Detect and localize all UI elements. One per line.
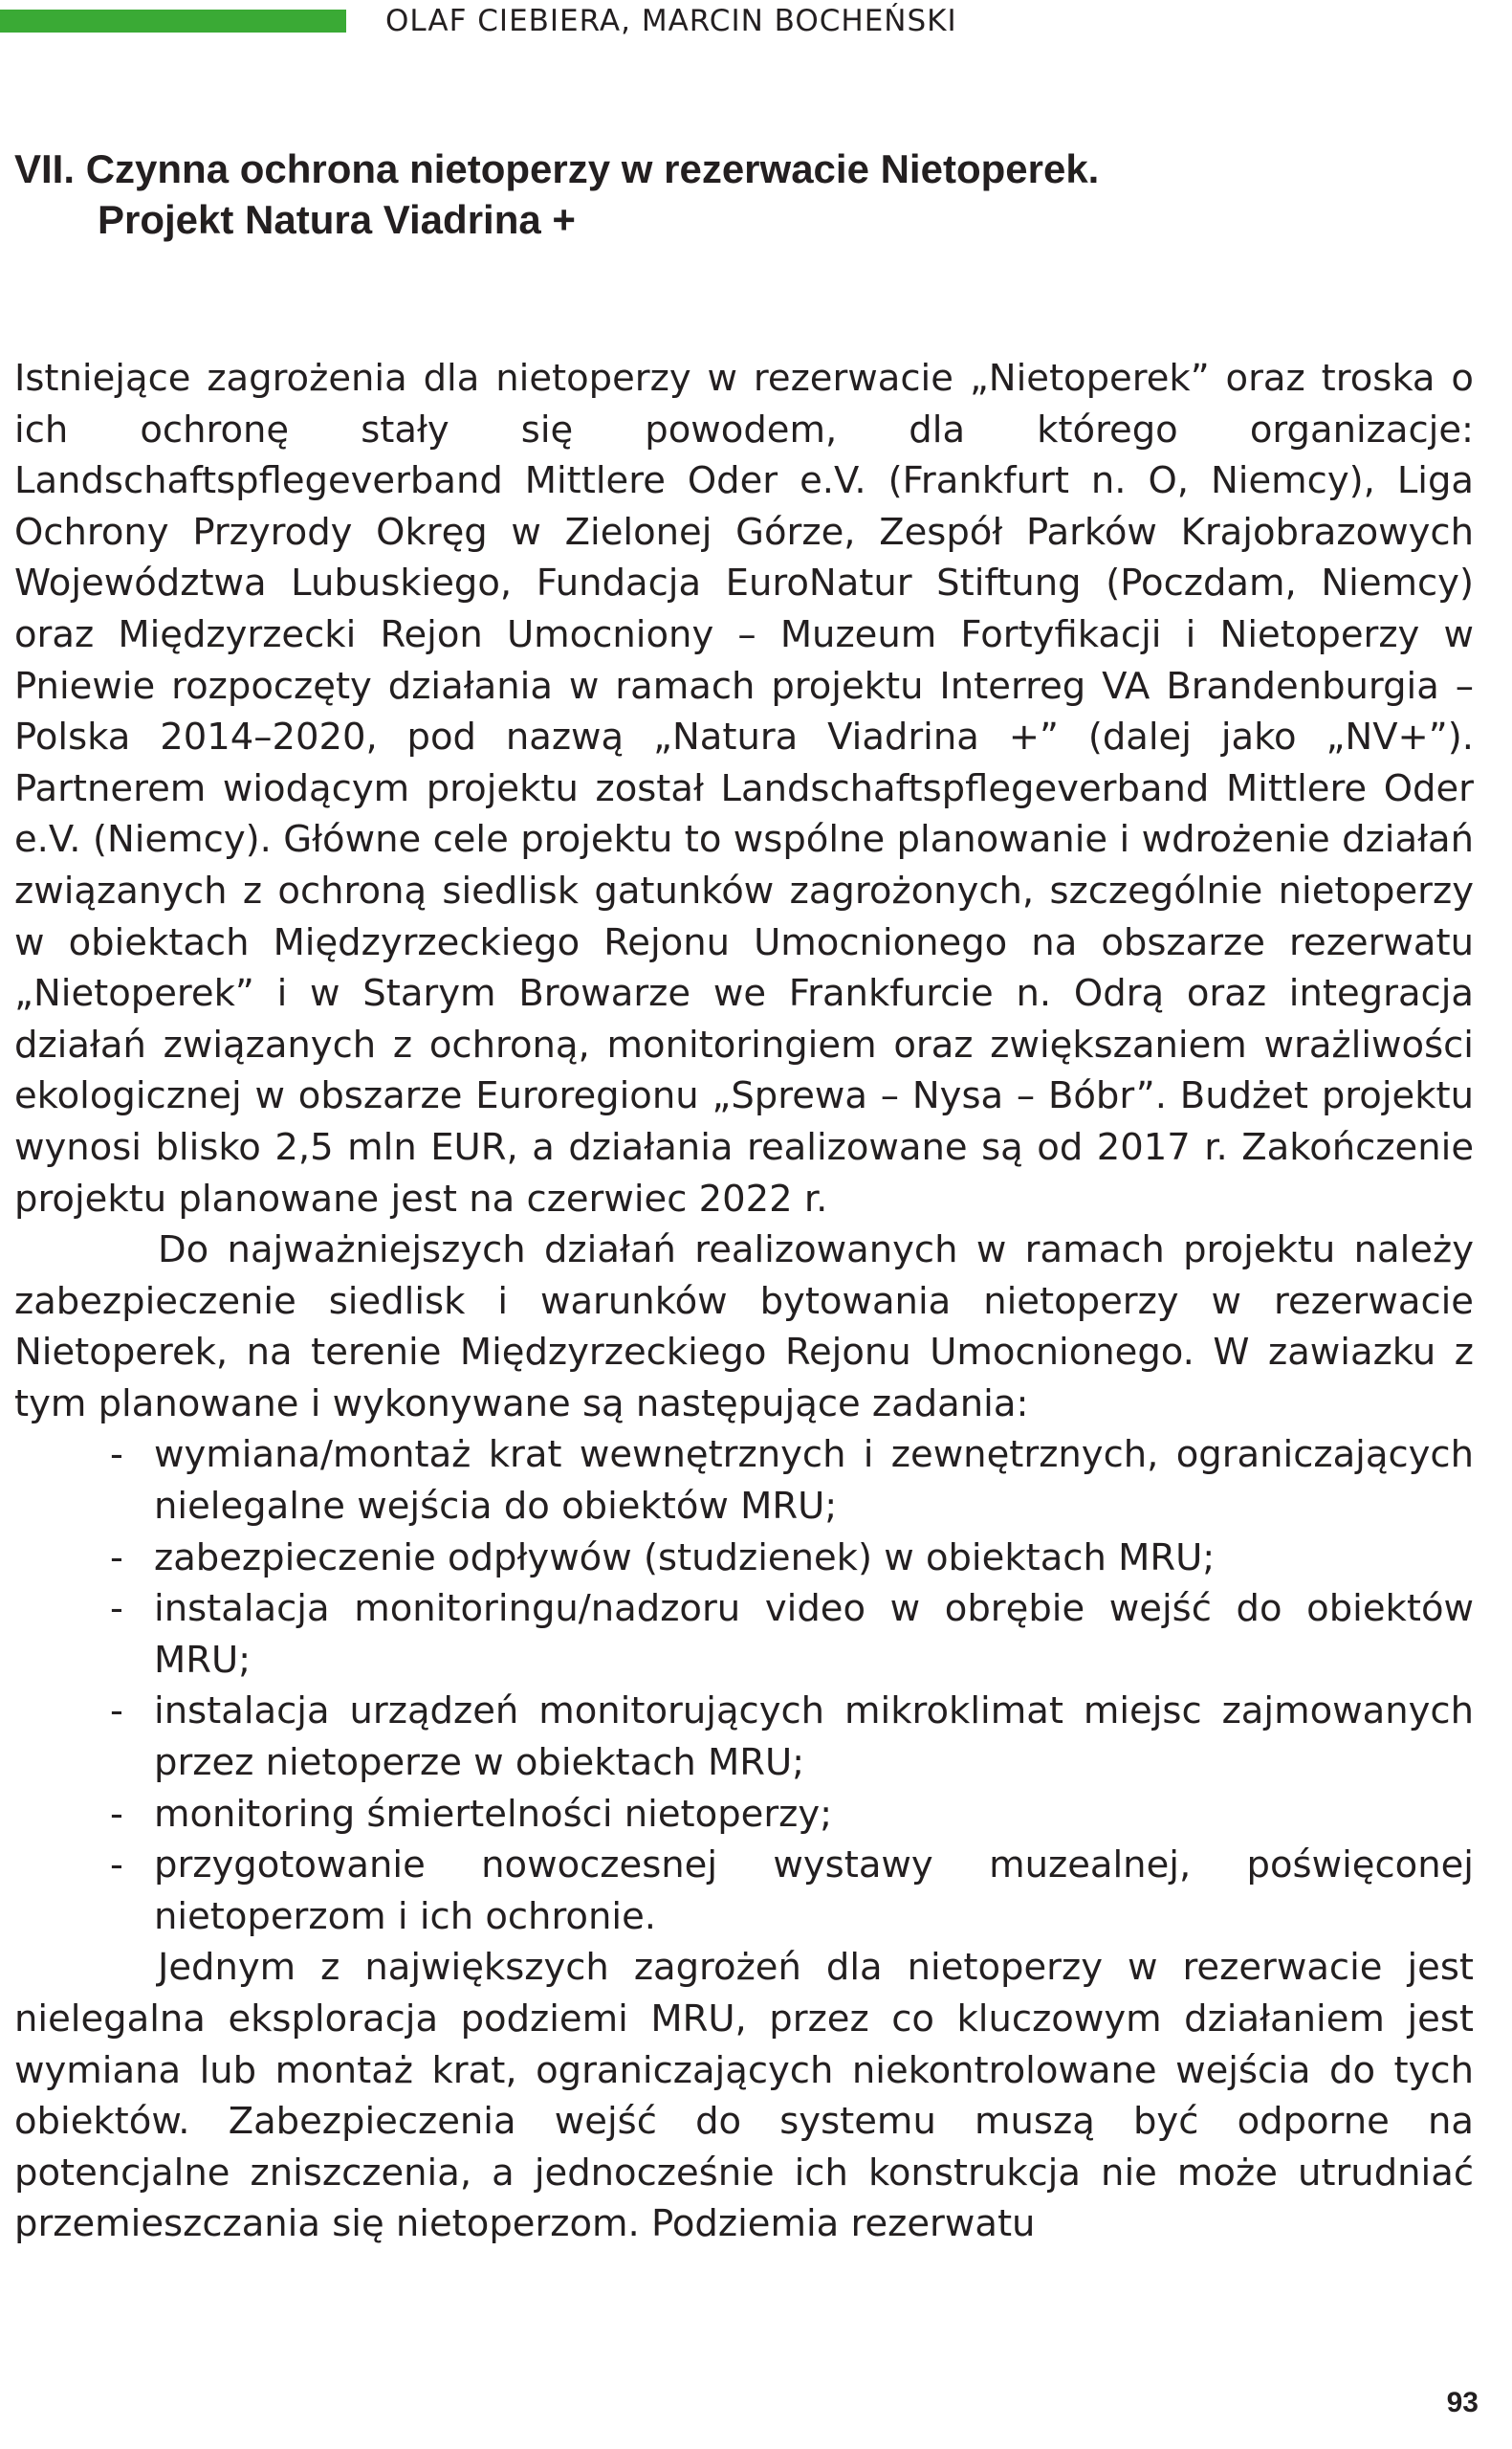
running-head-authors: OLAF CIEBIERA, MARCIN BOCHEŃSKI	[385, 4, 957, 38]
list-item	[14, 1583, 1474, 1686]
task-list	[14, 1429, 1474, 1942]
list-item	[14, 1789, 1474, 1841]
page-number: 93	[1446, 2387, 1479, 2418]
list-item	[14, 1533, 1474, 1584]
list-item	[14, 1686, 1474, 1788]
list-dash: -	[110, 1843, 123, 1887]
list-item-text: instalacja monitoringu/nadzoru video w obrębie wejść do obiektów MRU;	[154, 1587, 1474, 1682]
list-dash: -	[110, 1792, 123, 1836]
list-item-text: przygotowanie nowoczesnej wystawy muzealnej, poświęconej nietoperzom i ich ochronie.	[154, 1843, 1474, 1938]
chapter-title	[14, 143, 1468, 245]
list-item-text: wymiana/montaż krat wewnętrznych i zewnętrznych, ograniczających nielegalne wejścia do obiektów MRU;	[154, 1433, 1474, 1529]
chapter-title-line-2: Projekt Natura Viadrina +	[98, 197, 576, 242]
list-item	[14, 1429, 1474, 1532]
chapter-title-line-1: VII. Czynna ochrona nietoperzy w rezerwacie Nietoperek.	[14, 146, 1100, 191]
list-dash: -	[110, 1689, 123, 1733]
list-dash: -	[110, 1535, 123, 1579]
paragraph-threats: Jednym z największych zagrożeń dla nietoperzy w rezerwacie jest nielegalna eksploracja podziemi MRU, przez co kluczowym działaniem jest wymiana lub montaż krat, ograniczających niekontrolowane wejścia do tych obiektów. Zabezpieczenia wejść do systemu muszą być odporne na potencjalne zniszczenia, a jednocześnie ich konstrukcja nie może utrudniać przemieszczania się nietoperzom. Podziemia rezerwatu	[14, 1946, 1474, 2246]
list-dash: -	[110, 1587, 123, 1631]
list-item-text: monitoring śmiertelności nietoperzy;	[154, 1792, 833, 1836]
list-item-text: instalacja urządzeń monitorujących mikroklimat miejsc zajmowanych przez nietoperze w obiektach MRU;	[154, 1689, 1474, 1785]
list-dash: -	[110, 1433, 123, 1477]
paragraph-intro: Istniejące zagrożenia dla nietoperzy w rezerwacie „Nietoperek” oraz troska o ich ochronę stały się powodem, dla którego organizacje: Landschaftspflegeverband Mittlere Oder e.V. (Frankfurt n. O, Niemcy), Liga Ochrony Przyrody Okręg w Zielonej Górze, Zespół Parków Krajobrazowych Województwa Lubuskiego, Fundacja EuroNatur Stiftung (Poczdam, Niemcy) oraz Międzyrzecki Rejon Umocniony – Muzeum Fortyfikacji i Nietoperzy w Pniewie rozpoczęty działania w ramach projektu Interreg VA Brandenburgia – Polska 2014–2020, pod nazwą „Natura Viadrina +” (dalej jako „NV+”). Partnerem wiodącym projektu został Landschaftspflegeverband Mittlere Oder e.V. (Niemcy). Główne cele projektu to wspólne planowanie i wdrożenie działań związanych z ochroną siedlisk gatunków zagrożonych, szczególnie nietoperzy w obiektach Międzyrzeckiego Rejonu Umocnionego na obszarze rezerwatu „Nietoperek” i w Starym Browarze we Frankfurcie n. Odrą oraz integracja działań związanych z ochroną, monitoringiem oraz zwiększaniem wrażliwości ekologicznej w obszarze Euroregionu „Sprewa – Nysa – Bóbr”. Budżet projektu wynosi blisko 2,5 mln EUR, a działania realizowane są od 2017 r. Zakończenie projektu planowane jest na czerwiec 2022 r.	[14, 357, 1474, 1221]
list-item-text: zabezpieczenie odpływów (studzienek) w obiektach MRU;	[154, 1535, 1216, 1579]
body-text	[14, 353, 1474, 2250]
list-item	[14, 1840, 1474, 1942]
paragraph-tasks-intro: Do najważniejszych działań realizowanych w ramach projektu należy zabezpieczenie siedlisk i warunków bytowania nietoperzy w rezerwacie Nietoperek, na terenie Międzyrzeckiego Rejonu Umocnionego. W zawiazku z tym planowane i wykonywane są następujące zadania:	[14, 1228, 1474, 1425]
header-accent-bar	[0, 10, 346, 33]
